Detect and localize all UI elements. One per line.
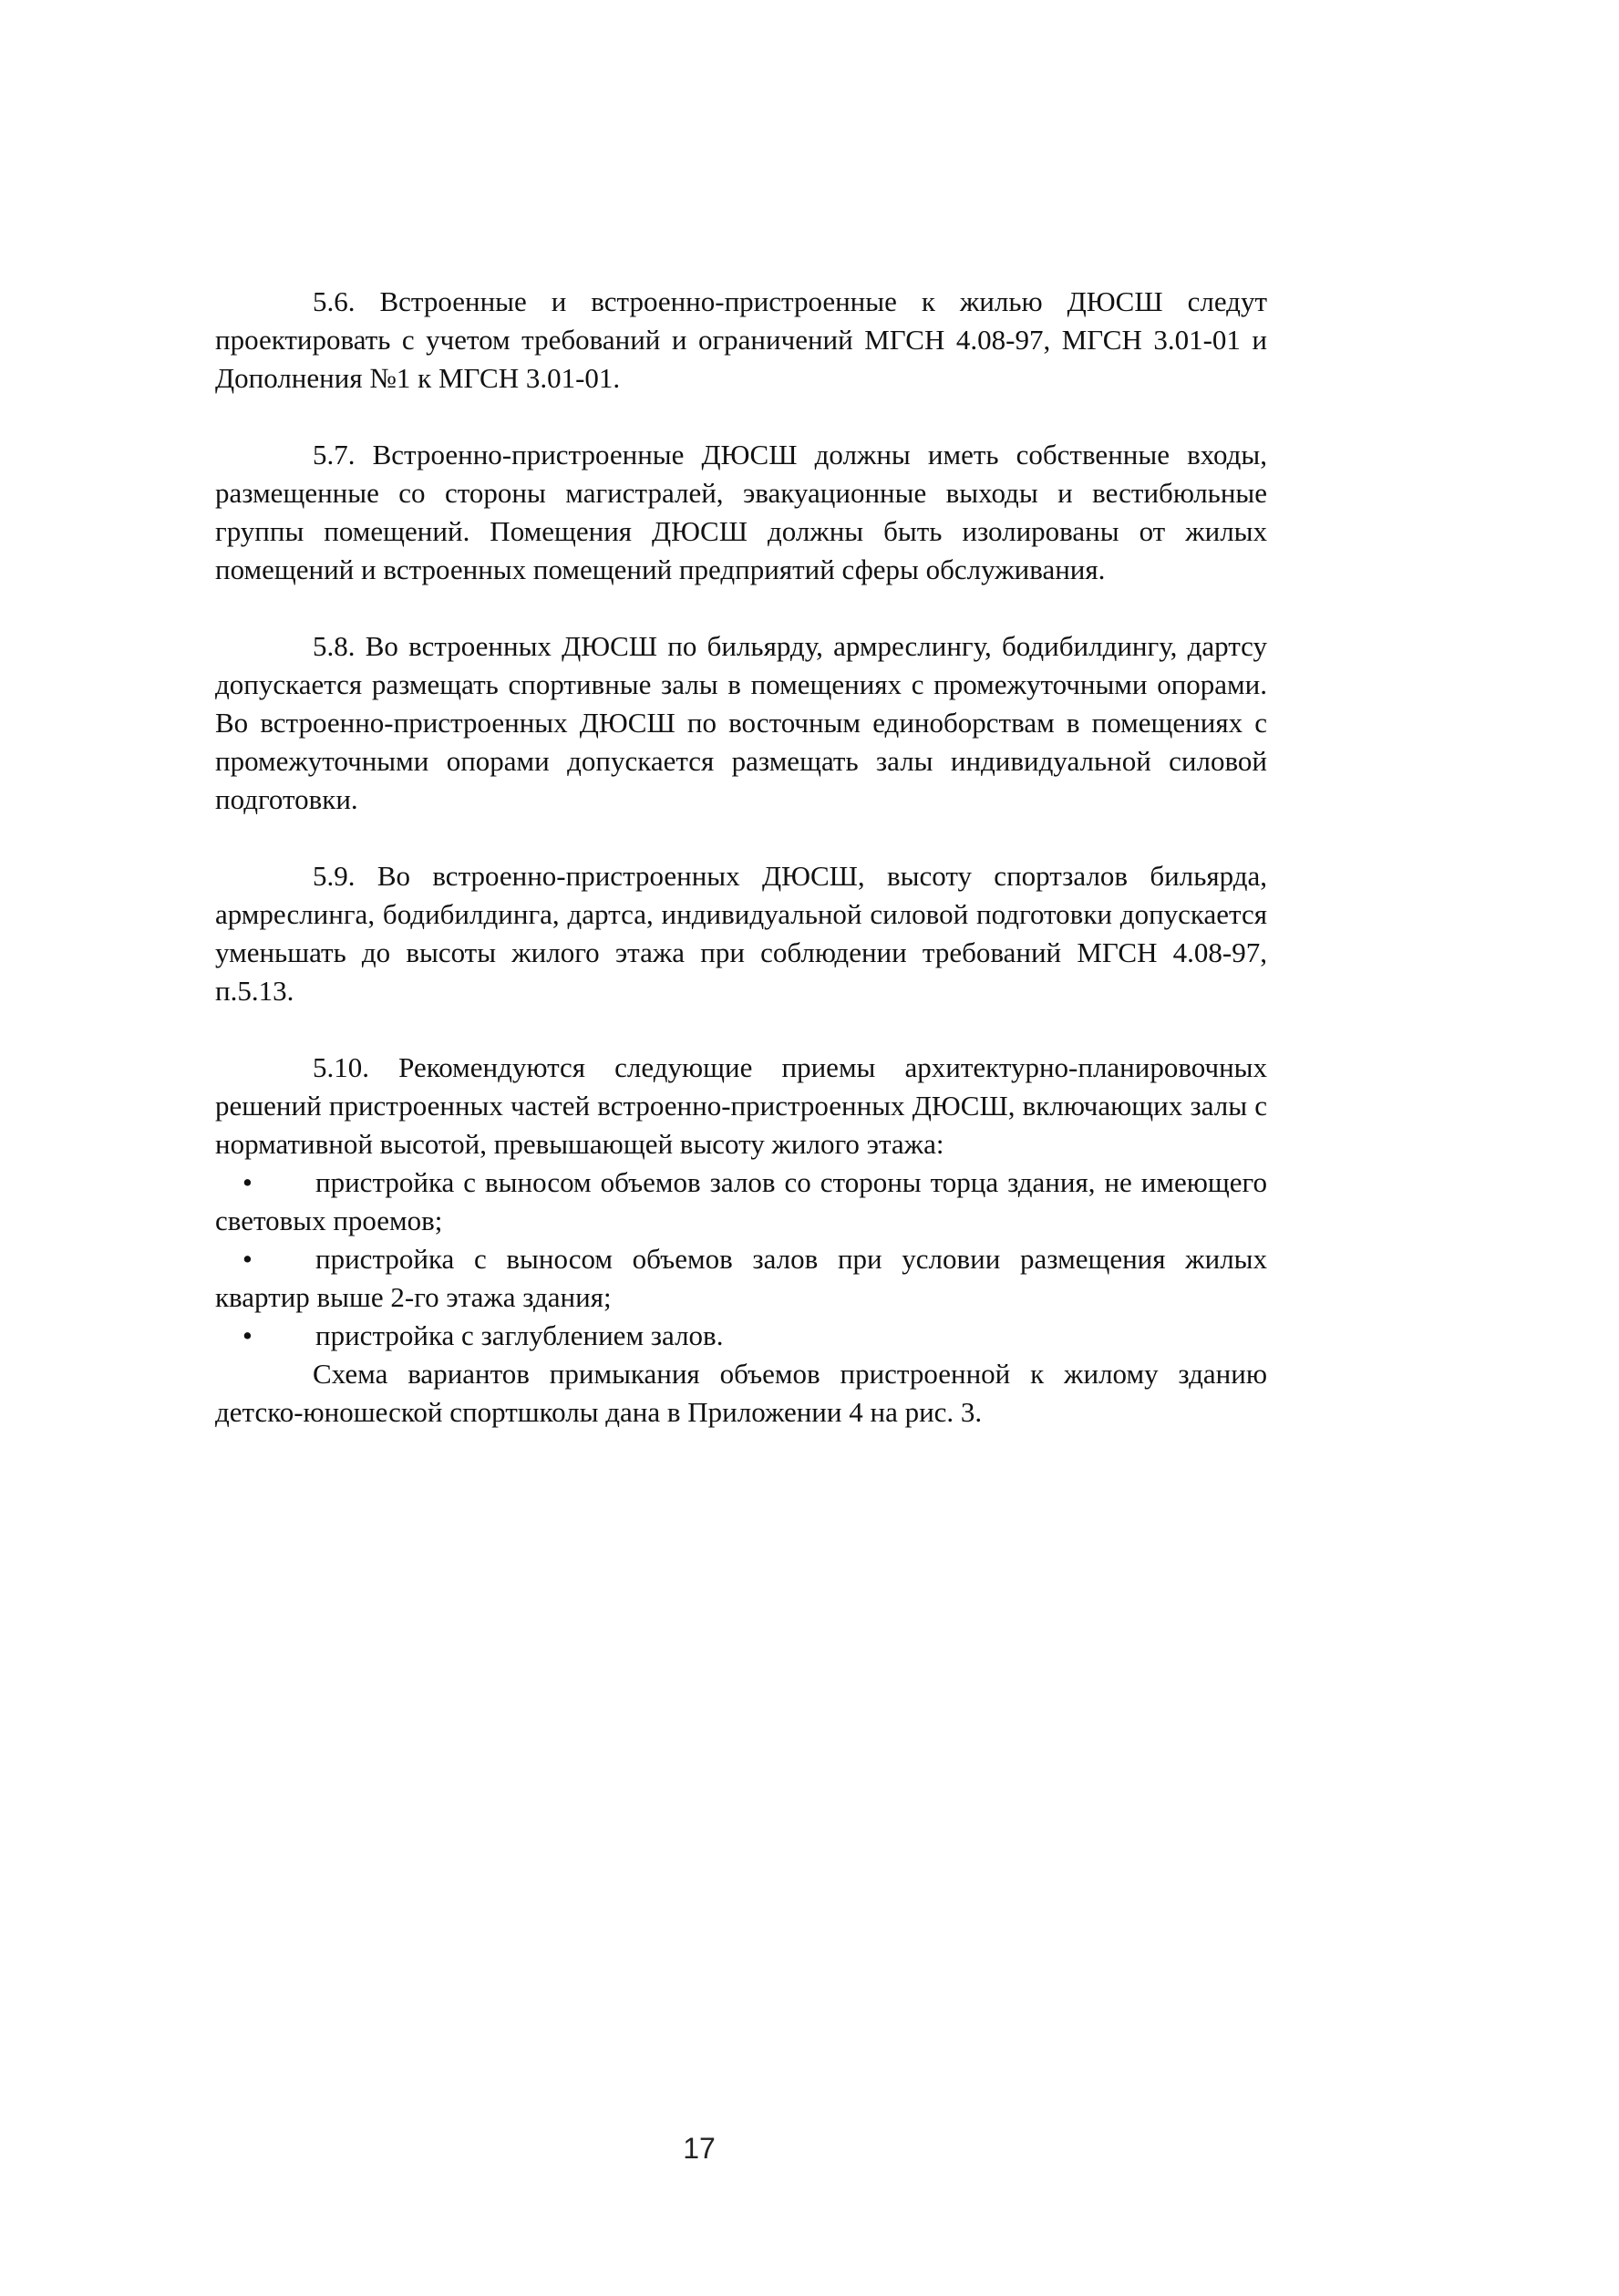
paragraph-5-6: 5.6. Встроенные и встроенно-пристроенные к жилью ДЮСШ следут проектировать с учетом требований и ограничений МГСН 4.08-97, МГСН 3.01-01 и Дополнения №1 к МГСН 3.01-01. <box>215 285 1267 394</box>
bullet-text: пристройка с выносом объемов залов при условии размещения жилых квартир выше 2-го этажа здания; <box>215 1243 1267 1313</box>
page-number: 17 <box>683 2132 716 2165</box>
paragraph-5-8: 5.8. Во встроенных ДЮСШ по бильярду, армреслингу, бодибилдингу, дартсу допускается размещать спортивные залы в помещениях с промежуточными опорами. Во встроенно-пристроенных ДЮСШ по восточным единоборствам в помещениях с промежуточными опорами допускается размещать залы индивидуальной силовой подготовки. <box>215 630 1267 815</box>
bullet-text: пристройка с выносом объемов залов со стороны торца здания, не имеющего световых проемов; <box>215 1166 1267 1236</box>
scheme-reference: Схема вариантов примыкания объемов пристроенной к жилому зданию детско-юношеской спортшколы дана в Приложении 4 на рис. 3. <box>215 1358 1267 1428</box>
list-item: • пристройка с заглублением залов. <box>242 1319 724 1351</box>
paragraph-5-7: 5.7. Встроенно-пристроенные ДЮСШ должны иметь собственные входы, размещенные со стороны магистралей, эвакуационные выходы и вестибюльные группы помещений. Помещения ДЮСШ должны быть изолированы от жилых помещений и встроенных помещений предприятий сферы обслуживания. <box>215 439 1267 585</box>
bullet-text: пристройка с заглублением залов. <box>315 1319 724 1351</box>
paragraph-5-10: 5.10. Рекомендуются следующие приемы архитектурно-планировочных решений пристроенных частей встроенно-пристроенных ДЮСШ, включающих залы с нормативной высотой, превышающей высоту жилого этажа: <box>215 1051 1267 1160</box>
list-item: • пристройка с выносом объемов залов при условии размещения жилых квартир выше 2-го этажа здания; <box>215 1243 1267 1313</box>
bullet-list <box>215 1164 1267 1355</box>
list-item: • пристройка с выносом объемов залов со стороны торца здания, не имеющего световых проемов; <box>215 1166 1267 1236</box>
paragraph-5-9: 5.9. Во встроенно-пристроенных ДЮСШ, высоту спортзалов бильярда, армреслинга, бодибилдинга, дартса, индивидуальной силовой подготовки допускается уменьшать до высоты жилого этажа при соблюдении требований МГСН 4.08-97, п.5.13. <box>215 860 1267 1007</box>
body-text <box>215 283 1267 1432</box>
